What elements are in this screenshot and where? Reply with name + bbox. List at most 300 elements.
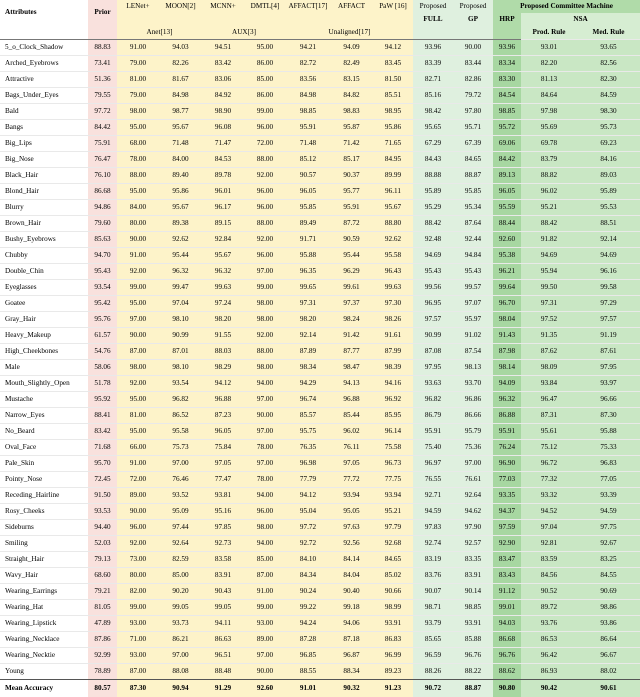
- accuracy-cell: 96.32: [202, 264, 244, 280]
- accuracy-cell: 96.32: [159, 264, 202, 280]
- accuracy-cell: 99.61: [330, 280, 373, 296]
- header-lenet: LENet+: [117, 0, 159, 13]
- accuracy-cell: 94.03: [159, 40, 202, 56]
- accuracy-cell: 87.89: [286, 344, 330, 360]
- table-row: [0, 216, 640, 232]
- accuracy-cell: 67.29: [413, 136, 453, 152]
- accuracy-cell: 82.56: [577, 56, 640, 72]
- accuracy-cell: 86.88: [493, 408, 521, 424]
- accuracy-cell: 98.29: [202, 360, 244, 376]
- accuracy-cell: 87.00: [117, 344, 159, 360]
- accuracy-cell: 84.00: [159, 152, 202, 168]
- accuracy-cell: 82.59: [159, 552, 202, 568]
- accuracy-cell: 95.05: [330, 504, 373, 520]
- accuracy-cell: 88.26: [413, 664, 453, 680]
- accuracy-cell: 88.03: [202, 344, 244, 360]
- accuracy-cell: 99.64: [493, 280, 521, 296]
- accuracy-cell: 98.00: [244, 312, 286, 328]
- accuracy-cell: 89.03: [577, 168, 640, 184]
- accuracy-cell: 92.00: [117, 376, 159, 392]
- accuracy-cell: 88.87: [453, 168, 493, 184]
- accuracy-cell: 99.00: [117, 600, 159, 616]
- accuracy-cell: 79.00: [117, 56, 159, 72]
- accuracy-cell: 96.02: [330, 424, 373, 440]
- accuracy-cell: 82.72: [286, 56, 330, 72]
- accuracy-cell: 83.30: [493, 72, 521, 88]
- accuracy-cell: 84.65: [373, 552, 413, 568]
- accuracy-cell: 72.00: [117, 472, 159, 488]
- accuracy-cell: 95.87: [330, 120, 373, 136]
- accuracy-cell: 83.35: [453, 552, 493, 568]
- accuracy-cell: 96.67: [577, 648, 640, 664]
- accuracy-cell: 73.00: [117, 552, 159, 568]
- accuracy-cell: 94.40: [88, 520, 117, 536]
- accuracy-cell: 86.63: [202, 632, 244, 648]
- attribute-name: Wavy_Hair: [0, 568, 88, 584]
- accuracy-cell: 98.77: [159, 104, 202, 120]
- accuracy-cell: 90.52: [521, 584, 577, 600]
- accuracy-cell: 97.29: [577, 296, 640, 312]
- accuracy-cell: 92.00: [244, 232, 286, 248]
- attribute-name: Wearing_Necktie: [0, 648, 88, 664]
- accuracy-cell: 90.00: [244, 408, 286, 424]
- accuracy-cell: 94.59: [413, 504, 453, 520]
- header-blank-1: [117, 13, 159, 26]
- accuracy-cell: 95.77: [330, 184, 373, 200]
- accuracy-cell: 96.16: [577, 264, 640, 280]
- accuracy-cell: 96.72: [521, 456, 577, 472]
- table-row: [0, 536, 640, 552]
- table-row: [0, 392, 640, 408]
- accuracy-cell: 95.00: [117, 296, 159, 312]
- accuracy-cell: 92.00: [117, 536, 159, 552]
- accuracy-cell: 98.04: [493, 312, 521, 328]
- header-dmtl: DMTL[4]: [244, 0, 286, 13]
- accuracy-cell: 91.00: [117, 456, 159, 472]
- table-row: [0, 328, 640, 344]
- accuracy-cell: 90.20: [159, 584, 202, 600]
- accuracy-cell: 77.03: [493, 472, 521, 488]
- accuracy-cell: 97.37: [330, 296, 373, 312]
- accuracy-cell: 96.01: [202, 184, 244, 200]
- accuracy-cell: 92.84: [202, 232, 244, 248]
- accuracy-cell: 90.37: [330, 168, 373, 184]
- accuracy-cell: 85.16: [413, 88, 453, 104]
- attribute-name: Straight_Hair: [0, 552, 88, 568]
- accuracy-cell: 88.00: [244, 344, 286, 360]
- accuracy-cell: 84.98: [159, 88, 202, 104]
- accuracy-cell: 97.44: [159, 520, 202, 536]
- accuracy-cell: 88.88: [413, 168, 453, 184]
- mean-accuracy-row: [0, 680, 640, 697]
- accuracy-cell: 91.02: [453, 328, 493, 344]
- header-nsa: NSA: [521, 13, 640, 26]
- accuracy-cell: 97.72: [88, 104, 117, 120]
- accuracy-cell: 86.93: [521, 664, 577, 680]
- header-blank-4: [244, 13, 286, 26]
- accuracy-cell: 95.70: [88, 456, 117, 472]
- accuracy-cell: 95.61: [521, 424, 577, 440]
- accuracy-cell: 97.57: [577, 312, 640, 328]
- accuracy-cell: 86.53: [521, 632, 577, 648]
- accuracy-cell: 87.86: [88, 632, 117, 648]
- accuracy-cell: 93.91: [453, 616, 493, 632]
- accuracy-cell: 90.61: [577, 680, 640, 697]
- accuracy-cell: 86.64: [577, 632, 640, 648]
- accuracy-cell: 90.40: [330, 584, 373, 600]
- accuracy-cell: 76.24: [493, 440, 521, 456]
- accuracy-cell: 96.11: [373, 184, 413, 200]
- accuracy-cell: 98.00: [244, 296, 286, 312]
- accuracy-cell: 81.05: [88, 600, 117, 616]
- accuracy-cell: 95.21: [521, 200, 577, 216]
- attribute-name: Pale_Skin: [0, 456, 88, 472]
- attribute-name: Bags_Under_Eyes: [0, 88, 88, 104]
- accuracy-cell: 84.34: [286, 568, 330, 584]
- header-mcnn: MCNN+: [202, 0, 244, 13]
- accuracy-cell: 87.61: [577, 344, 640, 360]
- accuracy-cell: 93.54: [159, 376, 202, 392]
- accuracy-cell: 83.79: [521, 152, 577, 168]
- accuracy-cell: 92.90: [493, 536, 521, 552]
- table-row: [0, 88, 640, 104]
- accuracy-cell: 95.79: [453, 424, 493, 440]
- accuracy-cell: 97.95: [413, 360, 453, 376]
- accuracy-cell: 96.82: [413, 392, 453, 408]
- accuracy-cell: 94.24: [286, 616, 330, 632]
- accuracy-cell: 78.00: [117, 152, 159, 168]
- accuracy-cell: 79.55: [88, 88, 117, 104]
- accuracy-cell: 84.82: [330, 88, 373, 104]
- accuracy-cell: 72.45: [88, 472, 117, 488]
- accuracy-cell: 98.24: [330, 312, 373, 328]
- accuracy-cell: 96.02: [521, 184, 577, 200]
- table-row: [0, 56, 640, 72]
- accuracy-cell: 96.83: [577, 456, 640, 472]
- attribute-name: 5_o_Clock_Shadow: [0, 40, 88, 56]
- accuracy-cell: 95.00: [117, 424, 159, 440]
- accuracy-cell: 76.47: [88, 152, 117, 168]
- accuracy-cell: 90.66: [373, 584, 413, 600]
- accuracy-cell: 87.30: [117, 680, 159, 697]
- accuracy-cell: 95.09: [159, 504, 202, 520]
- accuracy-cell: 94.86: [88, 200, 117, 216]
- accuracy-cell: 87.99: [373, 344, 413, 360]
- accuracy-cell: 83.06: [202, 72, 244, 88]
- accuracy-cell: 96.90: [493, 456, 521, 472]
- accuracy-cell: 90.57: [286, 168, 330, 184]
- table-row: [0, 488, 640, 504]
- accuracy-cell: 98.39: [373, 360, 413, 376]
- accuracy-cell: 83.39: [413, 56, 453, 72]
- table-row: [0, 296, 640, 312]
- accuracy-cell: 98.10: [159, 360, 202, 376]
- accuracy-cell: 89.13: [493, 168, 521, 184]
- accuracy-cell: 85.02: [373, 568, 413, 584]
- accuracy-cell: 99.63: [202, 280, 244, 296]
- accuracy-cell: 97.80: [453, 104, 493, 120]
- accuracy-cell: 96.87: [330, 648, 373, 664]
- accuracy-cell: 82.49: [330, 56, 373, 72]
- accuracy-cell: 91.19: [577, 328, 640, 344]
- accuracy-cell: 96.82: [159, 392, 202, 408]
- header-proposed-1: Proposed: [413, 0, 453, 13]
- table-row: [0, 104, 640, 120]
- header-blank-5: [286, 13, 330, 26]
- accuracy-cell: 96.95: [413, 296, 453, 312]
- accuracy-cell: 97.00: [159, 456, 202, 472]
- accuracy-cell: 97.79: [373, 520, 413, 536]
- accuracy-cell: 71.68: [88, 440, 117, 456]
- accuracy-cell: 80.00: [117, 568, 159, 584]
- accuracy-cell: 99.63: [373, 280, 413, 296]
- accuracy-cell: 96.88: [330, 392, 373, 408]
- accuracy-cell: 98.99: [373, 600, 413, 616]
- accuracy-cell: 98.83: [330, 104, 373, 120]
- accuracy-cell: 94.59: [577, 504, 640, 520]
- accuracy-cell: 88.34: [330, 664, 373, 680]
- accuracy-cell: 98.71: [413, 600, 453, 616]
- accuracy-cell: 78.00: [244, 472, 286, 488]
- accuracy-cell: 84.16: [577, 152, 640, 168]
- accuracy-cell: 93.84: [521, 376, 577, 392]
- accuracy-cell: 99.00: [244, 600, 286, 616]
- accuracy-cell: 81.13: [521, 72, 577, 88]
- accuracy-cell: 68.60: [88, 568, 117, 584]
- table-row: [0, 152, 640, 168]
- accuracy-cell: 96.32: [493, 392, 521, 408]
- accuracy-cell: 66.00: [117, 440, 159, 456]
- accuracy-cell: 97.05: [202, 456, 244, 472]
- accuracy-cell: 95.86: [159, 184, 202, 200]
- accuracy-cell: 95.42: [88, 296, 117, 312]
- accuracy-cell: 96.42: [521, 648, 577, 664]
- accuracy-cell: 94.52: [521, 504, 577, 520]
- accuracy-cell: 96.43: [373, 264, 413, 280]
- accuracy-cell: 85.00: [244, 72, 286, 88]
- accuracy-cell: 95.69: [521, 120, 577, 136]
- accuracy-cell: 95.67: [159, 200, 202, 216]
- attribute-name: Mustache: [0, 392, 88, 408]
- attribute-name: Black_Hair: [0, 168, 88, 184]
- header-blank-prior: [88, 26, 117, 40]
- accuracy-cell: 72.00: [244, 136, 286, 152]
- accuracy-cell: 82.30: [577, 72, 640, 88]
- accuracy-cell: 86.68: [88, 184, 117, 200]
- accuracy-cell: 92.14: [286, 328, 330, 344]
- accuracy-cell: 97.04: [159, 296, 202, 312]
- accuracy-cell: 87.08: [413, 344, 453, 360]
- accuracy-cell: 94.12: [202, 376, 244, 392]
- accuracy-cell: 95.91: [330, 200, 373, 216]
- accuracy-cell: 97.00: [244, 456, 286, 472]
- attribute-name: Pointy_Nose: [0, 472, 88, 488]
- accuracy-cell: 86.66: [453, 408, 493, 424]
- accuracy-cell: 95.67: [159, 120, 202, 136]
- table-row: [0, 232, 640, 248]
- accuracy-cell: 97.00: [244, 392, 286, 408]
- accuracy-cell: 82.26: [159, 56, 202, 72]
- accuracy-cell: 84.98: [286, 88, 330, 104]
- accuracy-cell: 95.88: [577, 424, 640, 440]
- accuracy-cell: 93.94: [330, 488, 373, 504]
- accuracy-cell: 98.00: [244, 360, 286, 376]
- accuracy-cell: 92.48: [413, 232, 453, 248]
- accuracy-cell: 95.91: [286, 120, 330, 136]
- accuracy-cell: 79.21: [88, 584, 117, 600]
- accuracy-cell: 89.23: [373, 664, 413, 680]
- accuracy-cell: 92.73: [202, 536, 244, 552]
- accuracy-cell: 96.70: [493, 296, 521, 312]
- accuracy-cell: 91.61: [373, 328, 413, 344]
- accuracy-cell: 84.43: [413, 152, 453, 168]
- accuracy-cell: 95.21: [373, 504, 413, 520]
- attribute-name: Receding_Hairline: [0, 488, 88, 504]
- attribute-name: Wearing_Earrings: [0, 584, 88, 600]
- accuracy-cell: 96.92: [373, 392, 413, 408]
- table-row: [0, 472, 640, 488]
- attribute-name: Bald: [0, 104, 88, 120]
- attribute-name: Big_Lips: [0, 136, 88, 152]
- accuracy-cell: 94.51: [202, 40, 244, 56]
- accuracy-cell: 86.21: [159, 632, 202, 648]
- accuracy-cell: 79.60: [88, 216, 117, 232]
- accuracy-cell: 93.97: [577, 376, 640, 392]
- accuracy-cell: 98.85: [286, 104, 330, 120]
- accuracy-cell: 95.92: [88, 392, 117, 408]
- accuracy-cell: 84.42: [88, 120, 117, 136]
- accuracy-cell: 96.98: [286, 456, 330, 472]
- accuracy-cell: 95.97: [453, 312, 493, 328]
- accuracy-cell: 68.00: [117, 136, 159, 152]
- accuracy-cell: 98.85: [453, 600, 493, 616]
- accuracy-cell: 97.75: [577, 520, 640, 536]
- header-proposed-2: Proposed: [453, 0, 493, 13]
- accuracy-cell: 96.17: [202, 200, 244, 216]
- table-row: [0, 456, 640, 472]
- accuracy-cell: 87.18: [330, 632, 373, 648]
- accuracy-cell: 98.47: [330, 360, 373, 376]
- accuracy-cell: 81.00: [117, 72, 159, 88]
- accuracy-cell: 89.00: [244, 632, 286, 648]
- accuracy-cell: 96.59: [413, 648, 453, 664]
- accuracy-cell: 93.00: [244, 616, 286, 632]
- accuracy-cell: 99.05: [202, 600, 244, 616]
- accuracy-cell: 99.18: [330, 600, 373, 616]
- accuracy-cell: 93.32: [521, 488, 577, 504]
- accuracy-cell: 96.73: [373, 456, 413, 472]
- accuracy-cell: 87.01: [159, 344, 202, 360]
- table-row: [0, 312, 640, 328]
- table-row: [0, 648, 640, 664]
- attribute-name: Narrow_Eyes: [0, 408, 88, 424]
- accuracy-cell: 91.82: [521, 232, 577, 248]
- accuracy-cell: 81.67: [159, 72, 202, 88]
- accuracy-cell: 98.00: [244, 520, 286, 536]
- accuracy-cell: 91.71: [286, 232, 330, 248]
- accuracy-cell: 94.84: [453, 248, 493, 264]
- accuracy-cell: 75.40: [413, 440, 453, 456]
- accuracy-cell: 84.53: [202, 152, 244, 168]
- accuracy-cell: 84.92: [202, 88, 244, 104]
- header-blank-7: [373, 13, 413, 26]
- accuracy-cell: 84.00: [117, 200, 159, 216]
- accuracy-cell: 84.54: [493, 88, 521, 104]
- header-affact17: AFFACT[17]: [286, 0, 330, 13]
- accuracy-cell: 97.24: [202, 296, 244, 312]
- accuracy-cell: 84.04: [330, 568, 373, 584]
- accuracy-cell: 88.51: [577, 216, 640, 232]
- accuracy-cell: 95.75: [286, 424, 330, 440]
- attribute-name: Gray_Hair: [0, 312, 88, 328]
- accuracy-cell: 98.85: [493, 104, 521, 120]
- accuracy-cell: 92.81: [521, 536, 577, 552]
- accuracy-cell: 97.98: [521, 104, 577, 120]
- accuracy-cell: 98.14: [493, 360, 521, 376]
- accuracy-cell: 91.35: [521, 328, 577, 344]
- accuracy-cell: 83.25: [577, 552, 640, 568]
- accuracy-cell: 90.14: [453, 584, 493, 600]
- accuracy-cell: 97.00: [159, 648, 202, 664]
- accuracy-cell: 96.05: [286, 184, 330, 200]
- accuracy-cell: 84.64: [521, 88, 577, 104]
- accuracy-cell: 98.42: [413, 104, 453, 120]
- accuracy-cell: 91.12: [493, 584, 521, 600]
- accuracy-cell: 52.03: [88, 536, 117, 552]
- accuracy-cell: 87.30: [577, 408, 640, 424]
- accuracy-cell: 93.00: [117, 648, 159, 664]
- accuracy-cell: 85.00: [159, 568, 202, 584]
- accuracy-cell: 97.05: [330, 456, 373, 472]
- header-prior: Prior: [88, 0, 117, 26]
- attribute-name: Blurry: [0, 200, 88, 216]
- accuracy-cell: 95.00: [117, 184, 159, 200]
- accuracy-cell: 88.87: [453, 680, 493, 697]
- accuracy-cell: 96.99: [373, 648, 413, 664]
- accuracy-cell: 94.06: [330, 616, 373, 632]
- accuracy-cell: 95.67: [202, 248, 244, 264]
- accuracy-cell: 87.00: [244, 568, 286, 584]
- accuracy-cell: 93.63: [413, 376, 453, 392]
- accuracy-cell: 98.86: [577, 600, 640, 616]
- attribute-name: High_Cheekbones: [0, 344, 88, 360]
- accuracy-cell: 83.44: [453, 56, 493, 72]
- accuracy-cell: 76.11: [330, 440, 373, 456]
- accuracy-cell: 71.42: [330, 136, 373, 152]
- table-row: [0, 280, 640, 296]
- accuracy-cell: 94.37: [493, 504, 521, 520]
- accuracy-cell: 85.65: [413, 632, 453, 648]
- accuracy-cell: 71.48: [159, 136, 202, 152]
- accuracy-cell: 90.69: [577, 584, 640, 600]
- accuracy-cell: 61.57: [88, 328, 117, 344]
- accuracy-cell: 98.00: [117, 360, 159, 376]
- accuracy-cell: 82.00: [117, 584, 159, 600]
- accuracy-cell: 76.35: [286, 440, 330, 456]
- accuracy-cell: 94.16: [373, 376, 413, 392]
- accuracy-cell: 95.00: [117, 392, 159, 408]
- accuracy-cell: 54.76: [88, 344, 117, 360]
- accuracy-cell: 83.42: [88, 424, 117, 440]
- accuracy-cell: 94.00: [244, 376, 286, 392]
- accuracy-cell: 88.00: [244, 216, 286, 232]
- accuracy-cell: 95.89: [577, 184, 640, 200]
- accuracy-cell: 86.00: [244, 56, 286, 72]
- accuracy-cell: 96.05: [493, 184, 521, 200]
- accuracy-cell: 77.32: [521, 472, 577, 488]
- accuracy-cell: 85.51: [373, 88, 413, 104]
- accuracy-cell: 83.58: [202, 552, 244, 568]
